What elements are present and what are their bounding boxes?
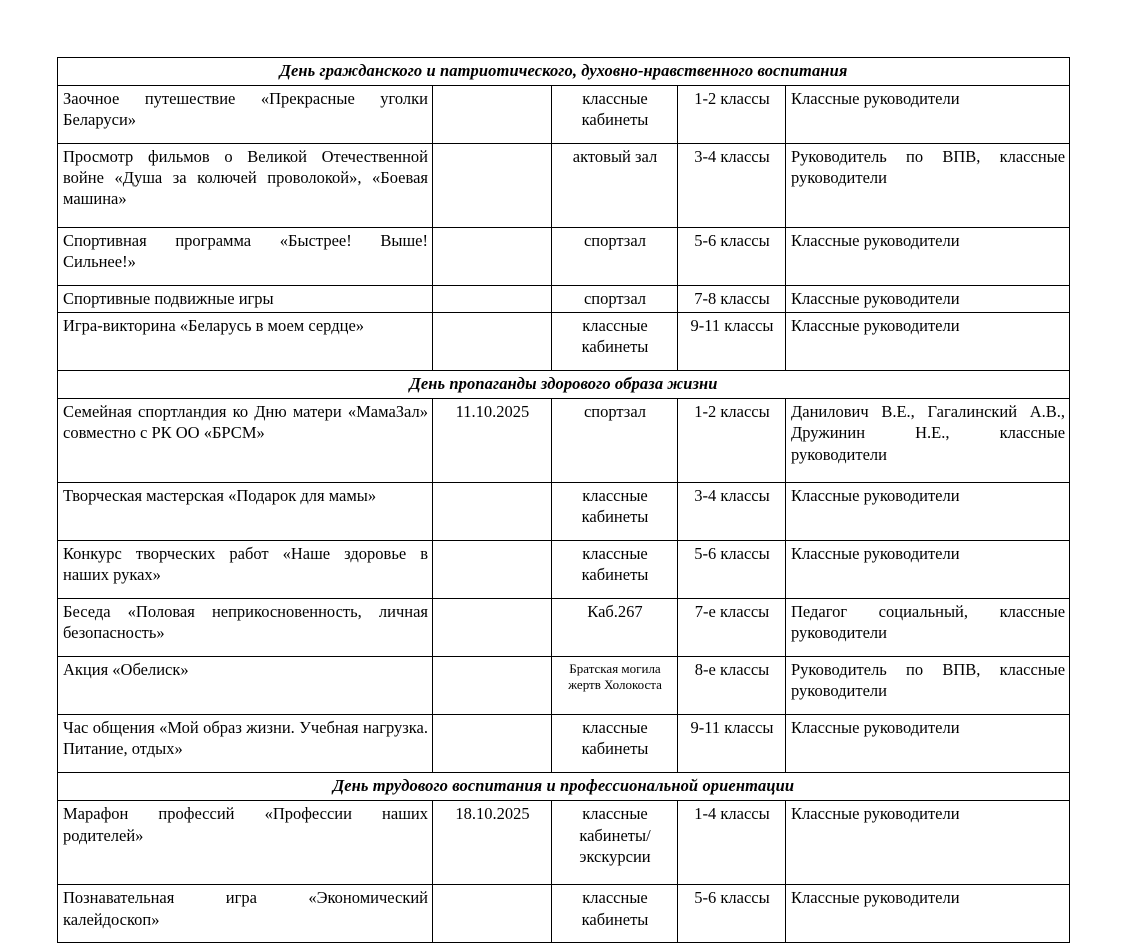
cell-date [433,86,552,144]
cell-grades: 1-2 классы [678,399,786,483]
cell-date [433,286,552,313]
cell-grades: 1-2 классы [678,86,786,144]
cell-responsible: Классные руководители [786,801,1070,885]
cell-date [433,885,552,943]
table-row [58,483,1070,541]
cell-responsible: Классные руководители [786,228,1070,286]
cell-grades: 5-6 классы [678,228,786,286]
cell-responsible: Педагог социальный, классные руководители [786,599,1070,657]
activity-text: Семейная спортландия ко Дню матери «МамаЗал» совместно с РК ОО «БРСМ» [63,402,428,443]
section-heading-row [58,371,1070,399]
cell-activity [58,599,433,657]
cell-responsible: Классные руководители [786,541,1070,599]
cell-date [433,599,552,657]
section-heading: День пропаганды здорового образа жизни [58,371,1070,399]
cell-place: актовый зал [552,144,678,228]
cell-activity [58,801,433,885]
table-row [58,228,1070,286]
cell-activity [58,86,433,144]
cell-grades: 3-4 классы [678,483,786,541]
activity-text: Заочное путешествие «Прекрасные уголки Беларуси» [63,89,428,130]
cell-activity [58,483,433,541]
cell-date: 18.10.2025 [433,801,552,885]
cell-place: спортзал [552,399,678,483]
cell-grades: 8-е классы [678,657,786,715]
cell-grades: 3-4 классы [678,144,786,228]
table-row [58,313,1070,371]
cell-date: 11.10.2025 [433,399,552,483]
cell-activity [58,541,433,599]
activity-text: Конкурс творческих работ «Наше здоровье в наших руках» [63,544,428,585]
table-row [58,144,1070,228]
cell-place: Каб.267 [552,599,678,657]
cell-activity [58,885,433,943]
table-row [58,801,1070,885]
cell-grades: 7-8 классы [678,286,786,313]
cell-activity [58,399,433,483]
cell-grades: 1-4 классы [678,801,786,885]
cell-responsible: Классные руководители [786,483,1070,541]
cell-responsible: Руководитель по ВПВ, классные руководители [786,657,1070,715]
activity-text: Беседа «Половая неприкосновенность, личная безопасность» [63,602,428,643]
cell-activity [58,313,433,371]
activity-text: Марафон профессий «Профессии наших родителей» [63,804,428,845]
cell-date [433,715,552,773]
activity-text: Спортивная программа «Быстрее! Выше! Сильнее!» [63,231,428,272]
table-row [58,599,1070,657]
plan-table-wrapper [57,57,1069,943]
cell-grades: 5-6 классы [678,885,786,943]
cell-date [433,541,552,599]
cell-date [433,483,552,541]
activity-plan-table [57,57,1070,943]
table-row [58,885,1070,943]
section-heading: День трудового воспитания и профессиональной ориентации [58,773,1070,801]
cell-place: спортзал [552,228,678,286]
cell-place: спортзал [552,286,678,313]
activity-text: Познавательная игра «Экономический калейдоскоп» [63,888,428,929]
cell-responsible: Классные руководители [786,715,1070,773]
cell-activity [58,228,433,286]
table-row [58,715,1070,773]
cell-grades: 5-6 классы [678,541,786,599]
cell-activity [58,286,433,313]
cell-grades: 9-11 классы [678,715,786,773]
cell-date [433,313,552,371]
cell-date [433,228,552,286]
cell-activity [58,715,433,773]
cell-place: классные кабинеты [552,313,678,371]
cell-responsible: Руководитель по ВПВ, классные руководители [786,144,1070,228]
cell-place: классные кабинеты [552,715,678,773]
cell-grades: 9-11 классы [678,313,786,371]
table-row [58,657,1070,715]
cell-responsible: Классные руководители [786,313,1070,371]
cell-responsible: Данилович В.Е., Гагалинский А.В., Дружинин Н.Е., классные руководители [786,399,1070,483]
section-heading-row [58,58,1070,86]
cell-responsible: Классные руководители [786,286,1070,313]
cell-date [433,144,552,228]
section-heading: День гражданского и патриотического, духовно-нравственного воспитания [58,58,1070,86]
table-row [58,286,1070,313]
cell-responsible: Классные руководители [786,86,1070,144]
cell-place: классные кабинеты [552,885,678,943]
cell-place: классные кабинеты [552,541,678,599]
activity-text: Час общения «Мой образ жизни. Учебная нагрузка. Питание, отдых» [63,718,428,759]
activity-text: Спортивные подвижные игры [63,289,274,309]
cell-activity [58,144,433,228]
section-heading-row [58,773,1070,801]
activity-text: Творческая мастерская «Подарок для мамы» [63,486,377,506]
activity-text: Акция «Обелиск» [63,660,189,680]
cell-grades: 7-е классы [678,599,786,657]
cell-place: Братская могила жертв Холокоста [552,657,678,715]
activity-text: Просмотр фильмов о Великой Отечественной войне «Душа за колючей проволокой», «Боевая машина» [63,147,428,209]
cell-date [433,657,552,715]
activity-text: Игра-викторина «Беларусь в моем сердце» [63,316,365,336]
cell-place: классные кабинеты/ экскурсии [552,801,678,885]
cell-responsible: Классные руководители [786,885,1070,943]
table-row [58,541,1070,599]
table-row [58,399,1070,483]
table-body [58,58,1070,943]
cell-activity [58,657,433,715]
cell-place: классные кабинеты [552,483,678,541]
table-row [58,86,1070,144]
cell-place: классные кабинеты [552,86,678,144]
